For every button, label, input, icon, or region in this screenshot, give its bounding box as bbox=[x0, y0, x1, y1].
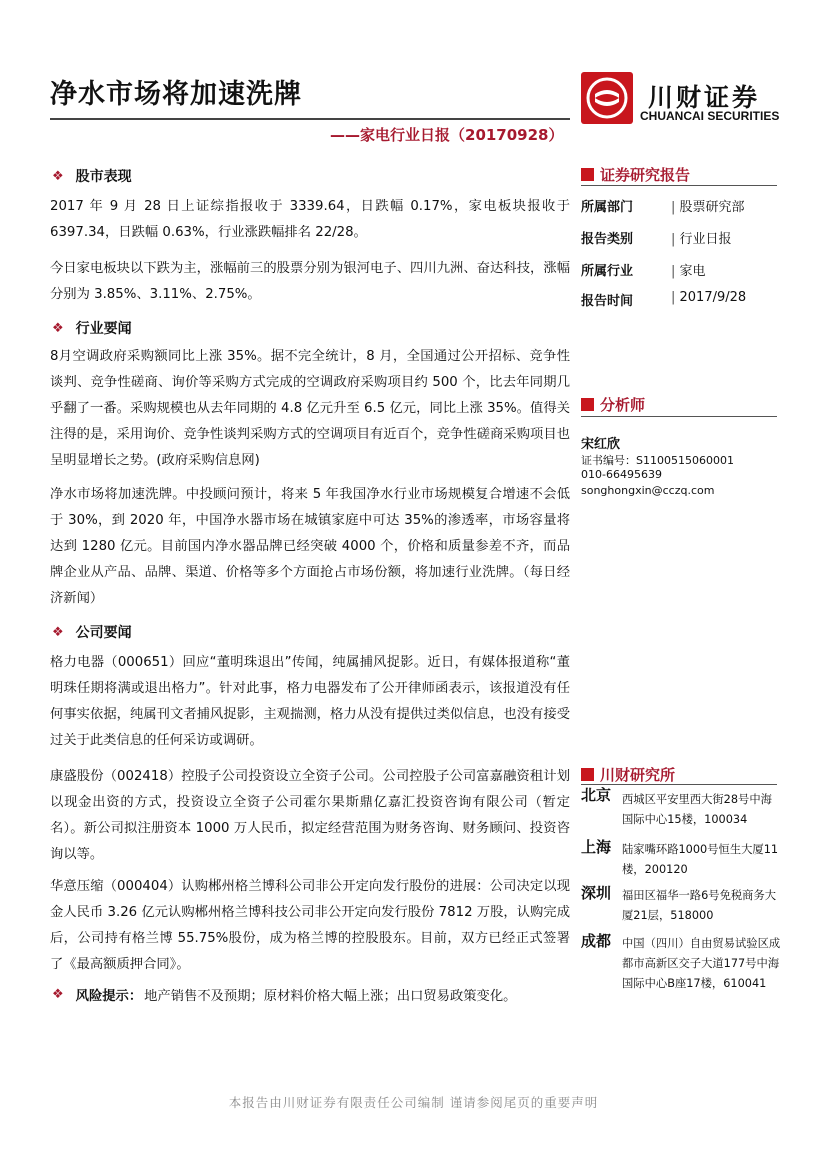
office-address-shenzhen: 福田区福华一路6号免税商务大厦21层，518000 bbox=[622, 889, 777, 922]
sidebar-heading-report: 证券研究报告 bbox=[581, 164, 690, 185]
office-city-shenzhen: 深圳 bbox=[581, 884, 612, 902]
market-paragraph-2: 今日家电板块以下跌为主，涨幅前三的股票分别为银河电子、四川九洲、奋达科技，涨幅分别为 3.85%、3.11%、2.75%。 bbox=[50, 261, 570, 302]
industry-paragraph-1: 8月空调政府采购额同比上涨 35%。据不完全统计，8 月，全国通过公开招标、竞争性谈判、竞争性磋商、询价等采购方式完成的空调政府采购项目约 500 个，比去年同期几乎翻了一番。采购规模也从去年同期的 4.8 亿元升至 6.5 亿元，同比上涨 35%。值得关注得的是，采用询价、竞争性谈判采购方式的空调项目有近百个，竞争性磋商采购项目也呈明显增长之势。(政府采购信息网) bbox=[50, 349, 570, 468]
risk-note bbox=[52, 985, 516, 1004]
title-rule bbox=[50, 118, 570, 120]
report-subtitle: ——家电行业日报（20170928） bbox=[330, 126, 564, 144]
sidebar-rule bbox=[581, 185, 777, 186]
report-title: 净水市场将加速洗牌 bbox=[50, 79, 302, 110]
meta-row-department: 所属部门 | 股票研究部 bbox=[581, 196, 781, 215]
analyst-cert: 证书编号：S1100515060001 bbox=[581, 454, 734, 467]
office-city-beijing: 北京 bbox=[581, 786, 612, 804]
analyst-phone: 010-66495639 bbox=[581, 468, 662, 481]
industry-paragraph-2: 净水市场将加速洗牌。中投顾问预计，将来 5 年我国净水行业市场规模复合增速不会低于 30%，到 2020 年，中国净水器市场在城镇家庭中可达 35%的渗透率，市场容量将达到 1280 亿元。目前国内净水器品牌已经突破 4000 个，价格和质量参差不齐，而品牌企业从产品、品牌、渠道、价格等多个方面抢占市场份额，将加速行业洗牌。（每日经济新闻） bbox=[50, 487, 570, 606]
red-square-icon bbox=[581, 398, 594, 411]
analyst-name: 宋红欣 bbox=[581, 437, 621, 452]
sidebar-heading-institute: 川财研究所 bbox=[581, 764, 675, 785]
meta-row-category: 报告类别 | 行业日报 bbox=[581, 228, 781, 247]
section-heading-company: ❖ 公司要闻 bbox=[52, 624, 132, 641]
meta-row-industry: 所属行业 | 家电 bbox=[581, 260, 781, 279]
company-paragraph-3: 华意压缩（000404）认购郴州格兰博科公司非公开定向发行股份的进展：公司决定以现金人民币 3.26 亿元认购郴州格兰博科技公司非公开定向发行股份 7812 万股，认购完成后，公司持有格兰博 55.75%股份，成为格兰博的控股股东。目前，双方已经正式签署了《最高额质押合同》。 bbox=[50, 879, 570, 972]
office-address-shanghai: 陆家嘴环路1000号恒生大厦11楼，200120 bbox=[622, 843, 779, 876]
risk-label: 风险提示： bbox=[75, 989, 143, 1004]
diamond-bullet-icon: ❖ bbox=[52, 987, 64, 1002]
analyst-email[interactable]: songhongxin@cczq.com bbox=[581, 484, 715, 497]
risk-text: 地产销售不及预期；原材料价格大幅上涨；出口贸易政策变化。 bbox=[144, 989, 517, 1004]
brand-name-cn: 川财证券 bbox=[648, 83, 761, 112]
office-city-shanghai: 上海 bbox=[581, 838, 612, 856]
brand-name-en: CHUANCAI SECURITIES bbox=[640, 109, 780, 123]
sidebar-rule bbox=[581, 416, 777, 417]
company-paragraph-2: 康盛股份（002418）控股子公司投资设立全资子公司。公司控股子公司富嘉融资租计划以现金出资的方式，投资设立全资子公司霍尔果斯鼎亿嘉汇投资咨询有限公司（暂定名）。新公司拟注册资本 1000 万人民币，拟定经营范围为财务咨询、财务顾问、投资咨询以等。 bbox=[50, 769, 570, 862]
office-city-chengdu: 成都 bbox=[581, 932, 612, 950]
company-paragraph-1: 格力电器（000651）回应“董明珠退出”传闻，纯属捕风捉影。近日，有媒体报道称“董明珠任期将满或退出格力”。针对此事，格力电器发布了公开律师函表示，该报道没有任何事实依据，纯属刊文者捕风捉影，主观揣测，格力从没有提供过类似信息，也没有接受过关于此类信息的任何采访或调研。 bbox=[50, 655, 570, 748]
brand-logo-icon bbox=[581, 72, 633, 124]
meta-row-date: 报告时间 | 2017/9/28 bbox=[581, 290, 781, 309]
sidebar-heading-analyst: 分析师 bbox=[581, 394, 645, 415]
diamond-bullet-icon: ❖ bbox=[52, 624, 64, 640]
red-square-icon bbox=[581, 168, 594, 181]
office-address-chengdu: 中国（四川）自由贸易试验区成都市高新区交子大道177号中海国际中心B座17楼，610041 bbox=[622, 937, 781, 990]
diamond-bullet-icon: ❖ bbox=[52, 320, 64, 336]
office-address-beijing: 西城区平安里西大街28号中海国际中心15楼，100034 bbox=[622, 793, 772, 826]
diamond-bullet-icon: ❖ bbox=[52, 168, 64, 184]
page-footer: 本报告由川财证券有限责任公司编制 谨请参阅尾页的重要声明 bbox=[228, 1095, 599, 1110]
market-paragraph-1: 2017 年 9 月 28 日上证综指报收于 3339.64，日跌幅 0.17%，家电板块报收于 6397.34，日跌幅 0.63%，行业涨跌幅排名 22/28。 bbox=[50, 199, 570, 240]
section-heading-market: ❖ 股市表现 bbox=[52, 168, 132, 185]
section-heading-industry: ❖ 行业要闻 bbox=[52, 320, 132, 337]
red-square-icon bbox=[581, 768, 594, 781]
